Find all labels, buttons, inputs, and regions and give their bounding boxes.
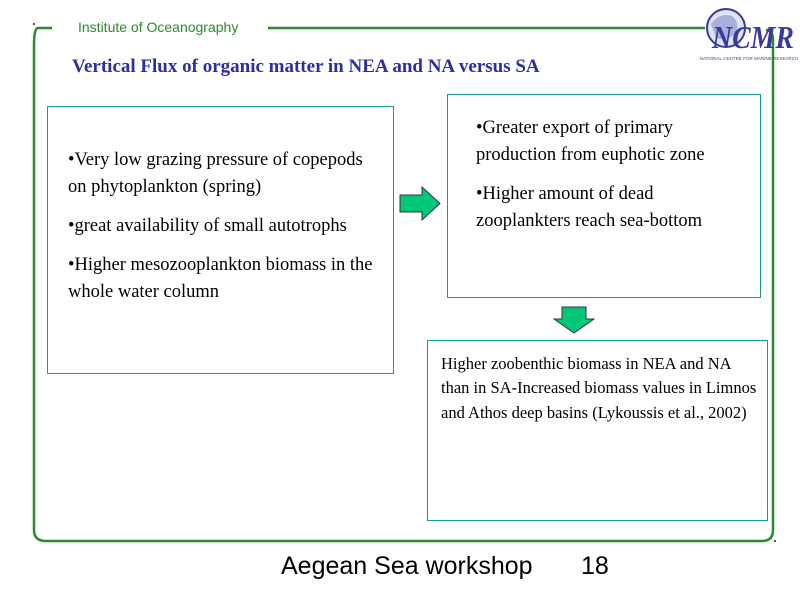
cause-bullet: •great availability of small autotrophs (68, 216, 347, 236)
corner-dot (774, 540, 776, 542)
cause-bullet: •Higher mesozooplankton biomass in the whole water column (68, 255, 373, 302)
logo-lettering: NCMR (711, 19, 794, 55)
footer-workshop: Aegean Sea workshop (281, 552, 533, 580)
institute-label: Institute of Oceanography (75, 19, 241, 35)
causes-box (47, 106, 394, 374)
result-text: Higher zoobenthic biomass in NEA and NA than in SA-Increased biomass values in Limnos and Athos deep basins (Lykoussis et al., 2002) (441, 354, 757, 422)
right-arrow-icon (399, 186, 442, 221)
effect-bullet: •Greater export of primary production from euphotic zone (476, 118, 705, 165)
cause-bullet: •Very low grazing pressure of copepods on phytoplankton (spring) (68, 150, 363, 197)
effects-box (447, 94, 761, 298)
effect-bullet: •Higher amount of dead zooplankters reach sea-bottom (476, 184, 703, 231)
slide-title: Vertical Flux of organic matter in NEA and NA versus SA (72, 56, 540, 77)
result-box (427, 340, 768, 521)
corner-dot (33, 23, 35, 25)
logo-caption: NATIONAL CENTRE FOR MARINE RESEARCH (699, 56, 799, 61)
page-number: 18 (581, 552, 609, 580)
down-arrow-icon (553, 306, 595, 334)
